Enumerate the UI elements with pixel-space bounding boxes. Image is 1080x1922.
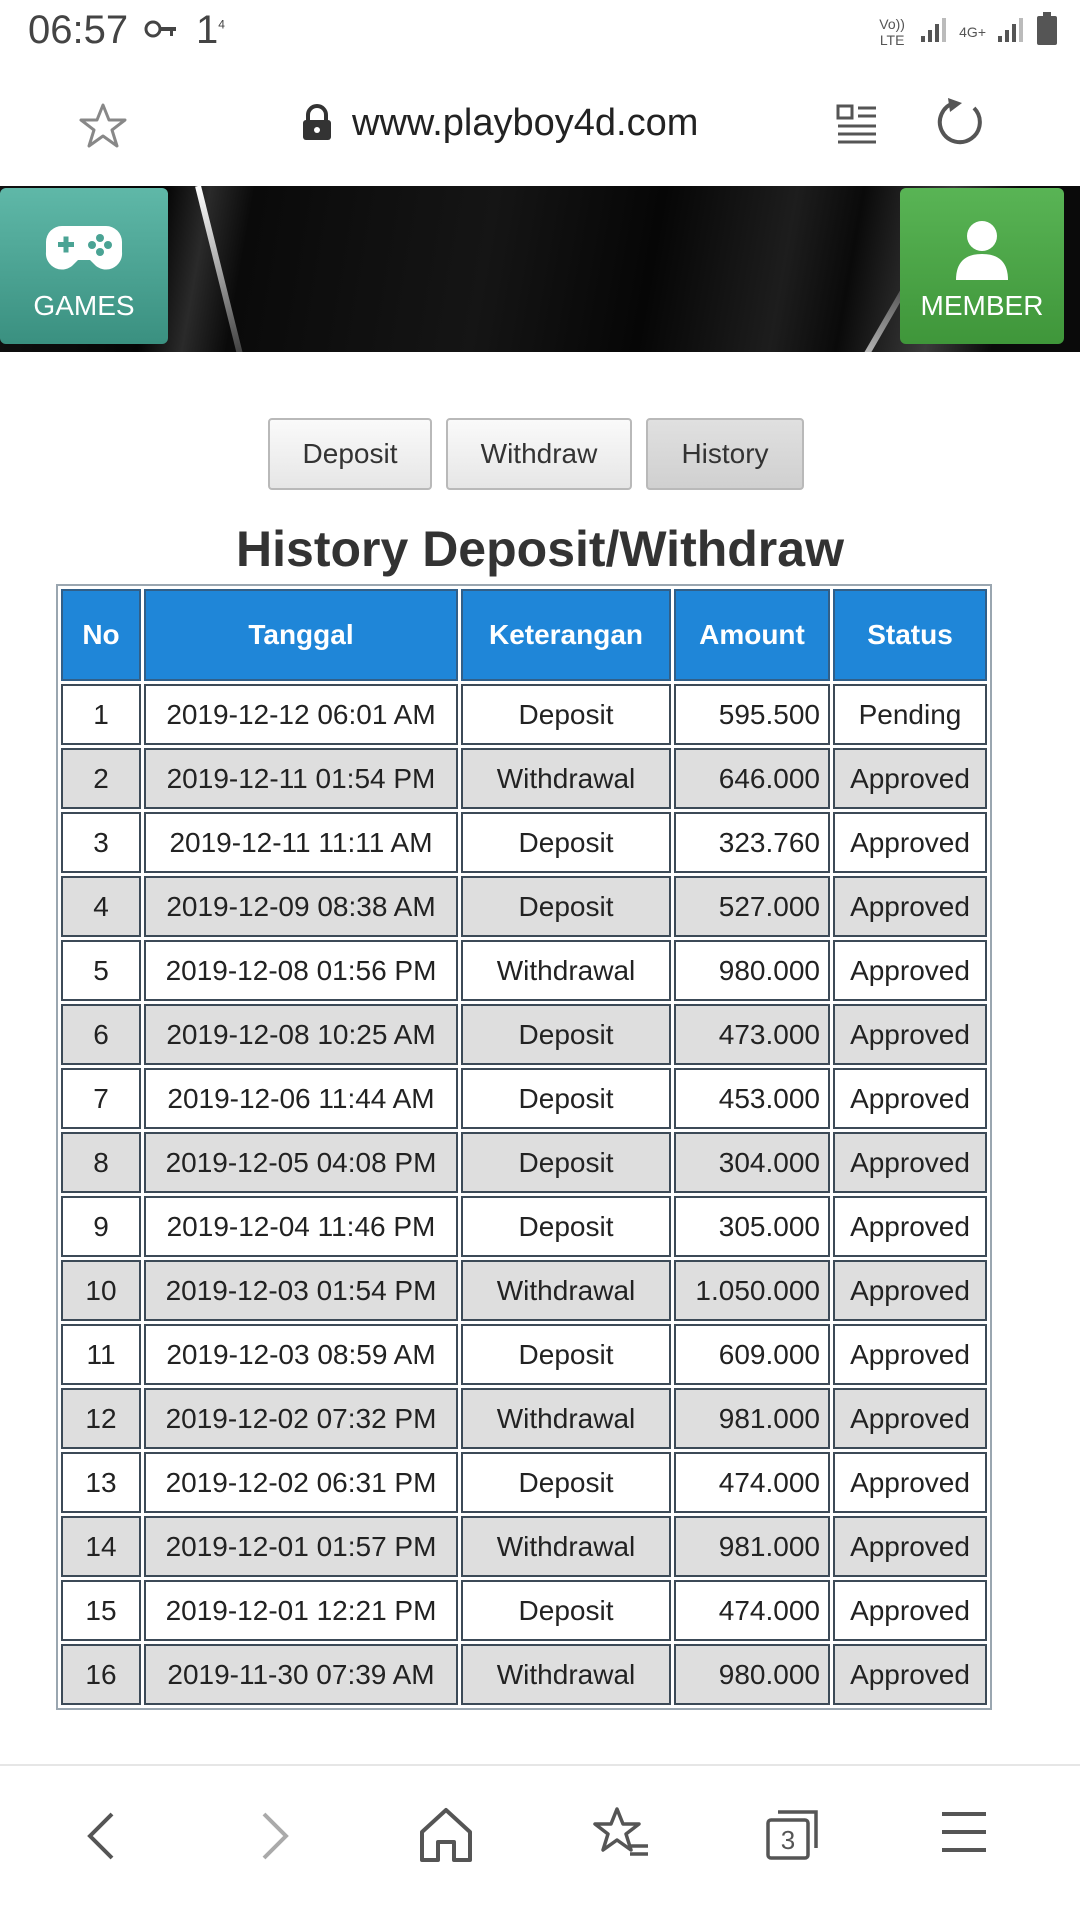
cell-status: Pending xyxy=(833,684,987,745)
cell-no: 11 xyxy=(61,1324,141,1385)
cell-tanggal: 2019-12-03 08:59 AM xyxy=(144,1324,458,1385)
bookmark-star-icon[interactable] xyxy=(78,102,128,155)
transaction-tabs xyxy=(0,418,1080,494)
key-icon xyxy=(144,18,178,45)
user-icon xyxy=(954,218,1010,285)
table-row xyxy=(61,1132,987,1193)
history-table xyxy=(56,584,992,1710)
cell-no: 15 xyxy=(61,1580,141,1641)
col-header-keterangan: Keterangan xyxy=(461,589,671,681)
cell-tanggal: 2019-12-02 07:32 PM xyxy=(144,1388,458,1449)
table-row xyxy=(61,1388,987,1449)
browser-url-bar xyxy=(0,66,1080,186)
cell-no: 13 xyxy=(61,1452,141,1513)
cell-status: Approved xyxy=(833,1516,987,1577)
network-4g-icon: 4G+ xyxy=(959,23,986,40)
cell-status: Approved xyxy=(833,940,987,1001)
table-row xyxy=(61,748,987,809)
tab-count: 3 xyxy=(780,1825,796,1855)
cell-amount: 981.000 xyxy=(674,1516,830,1577)
cell-amount: 474.000 xyxy=(674,1452,830,1513)
cell-no: 7 xyxy=(61,1068,141,1129)
status-time: 06:57 xyxy=(28,8,129,52)
cell-amount: 980.000 xyxy=(674,1644,830,1705)
cell-tanggal: 2019-12-08 01:56 PM xyxy=(144,940,458,1001)
cell-amount: 981.000 xyxy=(674,1388,830,1449)
cell-no: 10 xyxy=(61,1260,141,1321)
cell-status: Approved xyxy=(833,748,987,809)
games-button[interactable] xyxy=(0,188,168,344)
table-row xyxy=(61,1580,987,1641)
cell-no: 6 xyxy=(61,1004,141,1065)
table-row xyxy=(61,1004,987,1065)
gamepad-icon xyxy=(44,222,124,281)
cell-amount: 609.000 xyxy=(674,1324,830,1385)
cell-status: Approved xyxy=(833,1452,987,1513)
banner-streak xyxy=(195,186,249,352)
cell-amount: 453.000 xyxy=(674,1068,830,1129)
cell-keterangan: Withdrawal xyxy=(461,1644,671,1705)
signal-icon-2 xyxy=(996,14,1026,49)
reader-mode-icon[interactable] xyxy=(836,102,878,151)
cell-keterangan: Deposit xyxy=(461,1580,671,1641)
url-text[interactable]: www.playboy4d.com xyxy=(352,102,699,144)
cell-tanggal: 2019-12-11 11:11 AM xyxy=(144,812,458,873)
cell-tanggal: 2019-12-05 04:08 PM xyxy=(144,1132,458,1193)
cell-status: Approved xyxy=(833,1004,987,1065)
cell-keterangan: Deposit xyxy=(461,1196,671,1257)
table-row xyxy=(61,1068,987,1129)
cell-status: Approved xyxy=(833,1260,987,1321)
cell-tanggal: 2019-11-30 07:39 AM xyxy=(144,1644,458,1705)
cell-amount: 323.760 xyxy=(674,812,830,873)
cell-keterangan: Withdrawal xyxy=(461,748,671,809)
col-header-tanggal: Tanggal xyxy=(144,589,458,681)
cell-keterangan: Withdrawal xyxy=(461,940,671,1001)
cell-keterangan: Deposit xyxy=(461,1452,671,1513)
cell-amount: 646.000 xyxy=(674,748,830,809)
cell-keterangan: Deposit xyxy=(461,1324,671,1385)
cell-status: Approved xyxy=(833,1388,987,1449)
menu-icon[interactable] xyxy=(940,1806,988,1863)
status-icons xyxy=(875,12,1058,51)
table-row xyxy=(61,940,987,1001)
member-button[interactable] xyxy=(900,188,1064,344)
battery-icon xyxy=(1036,12,1058,51)
forward-icon[interactable] xyxy=(254,1806,294,1871)
cell-keterangan: Deposit xyxy=(461,876,671,937)
volte-icon: Vo)) LTE xyxy=(879,15,905,48)
tab-deposit[interactable]: Deposit xyxy=(268,418,432,490)
cell-tanggal: 2019-12-01 12:21 PM xyxy=(144,1580,458,1641)
cell-status: Approved xyxy=(833,1580,987,1641)
cell-no: 4 xyxy=(61,876,141,937)
cell-no: 1 xyxy=(61,684,141,745)
cell-keterangan: Withdrawal xyxy=(461,1516,671,1577)
tabs-icon[interactable] xyxy=(764,1806,822,1867)
tab-history[interactable]: History xyxy=(646,418,804,490)
cell-keterangan: Deposit xyxy=(461,812,671,873)
cell-tanggal: 2019-12-06 11:44 AM xyxy=(144,1068,458,1129)
cell-amount: 1.050.000 xyxy=(674,1260,830,1321)
cell-status: Approved xyxy=(833,1068,987,1129)
tab-withdraw[interactable]: Withdraw xyxy=(446,418,632,490)
cell-status: Approved xyxy=(833,1644,987,1705)
browser-nav-bar xyxy=(0,1764,1080,1922)
cell-amount: 527.000 xyxy=(674,876,830,937)
cell-no: 12 xyxy=(61,1388,141,1449)
cell-no: 3 xyxy=(61,812,141,873)
cell-no: 9 xyxy=(61,1196,141,1257)
table-row xyxy=(61,1260,987,1321)
cell-status: Approved xyxy=(833,1132,987,1193)
cell-tanggal: 2019-12-04 11:46 PM xyxy=(144,1196,458,1257)
table-row xyxy=(61,1452,987,1513)
cell-no: 8 xyxy=(61,1132,141,1193)
table-header-row xyxy=(61,589,987,681)
cell-amount: 473.000 xyxy=(674,1004,830,1065)
cell-amount: 595.500 xyxy=(674,684,830,745)
table-row xyxy=(61,1644,987,1705)
games-label: GAMES xyxy=(33,290,135,321)
member-label: MEMBER xyxy=(920,290,1044,321)
cell-amount: 305.000 xyxy=(674,1196,830,1257)
cell-keterangan: Deposit xyxy=(461,1068,671,1129)
bookmarks-icon[interactable] xyxy=(592,1806,650,1869)
cell-tanggal: 2019-12-11 01:54 PM xyxy=(144,748,458,809)
cell-tanggal: 2019-12-12 06:01 AM xyxy=(144,684,458,745)
table-row xyxy=(61,812,987,873)
cell-no: 14 xyxy=(61,1516,141,1577)
cell-status: Approved xyxy=(833,1324,987,1385)
table-body xyxy=(61,684,987,1705)
back-icon[interactable] xyxy=(82,1806,122,1871)
cell-keterangan: Deposit xyxy=(461,684,671,745)
notification-indicator: $1^4$ xyxy=(196,8,225,52)
cell-no: 16 xyxy=(61,1644,141,1705)
col-header-amount: Amount xyxy=(674,589,830,681)
cell-keterangan: Deposit xyxy=(461,1132,671,1193)
cell-tanggal: 2019-12-08 10:25 AM xyxy=(144,1004,458,1065)
cell-amount: 980.000 xyxy=(674,940,830,1001)
cell-no: 2 xyxy=(61,748,141,809)
cell-keterangan: Withdrawal xyxy=(461,1388,671,1449)
cell-tanggal: 2019-12-01 01:57 PM xyxy=(144,1516,458,1577)
signal-icon xyxy=(919,14,949,49)
cell-keterangan: Deposit xyxy=(461,1004,671,1065)
cell-amount: 474.000 xyxy=(674,1580,830,1641)
table-row xyxy=(61,1196,987,1257)
page-title: History Deposit/Withdraw xyxy=(236,521,844,577)
cell-status: Approved xyxy=(833,812,987,873)
reload-icon[interactable] xyxy=(934,96,986,153)
cell-status: Approved xyxy=(833,876,987,937)
cell-no: 5 xyxy=(61,940,141,1001)
table-row xyxy=(61,1324,987,1385)
cell-keterangan: Withdrawal xyxy=(461,1260,671,1321)
cell-tanggal: 2019-12-03 01:54 PM xyxy=(144,1260,458,1321)
col-header-no: No xyxy=(61,589,141,681)
home-icon[interactable] xyxy=(418,1806,474,1869)
lock-icon xyxy=(300,104,334,147)
cell-tanggal: 2019-12-09 08:38 AM xyxy=(144,876,458,937)
table-row xyxy=(61,876,987,937)
cell-amount: 304.000 xyxy=(674,1132,830,1193)
col-header-status: Status xyxy=(833,589,987,681)
table-row xyxy=(61,684,987,745)
status-bar xyxy=(0,0,1080,66)
cell-tanggal: 2019-12-02 06:31 PM xyxy=(144,1452,458,1513)
cell-status: Approved xyxy=(833,1196,987,1257)
table-row xyxy=(61,1516,987,1577)
